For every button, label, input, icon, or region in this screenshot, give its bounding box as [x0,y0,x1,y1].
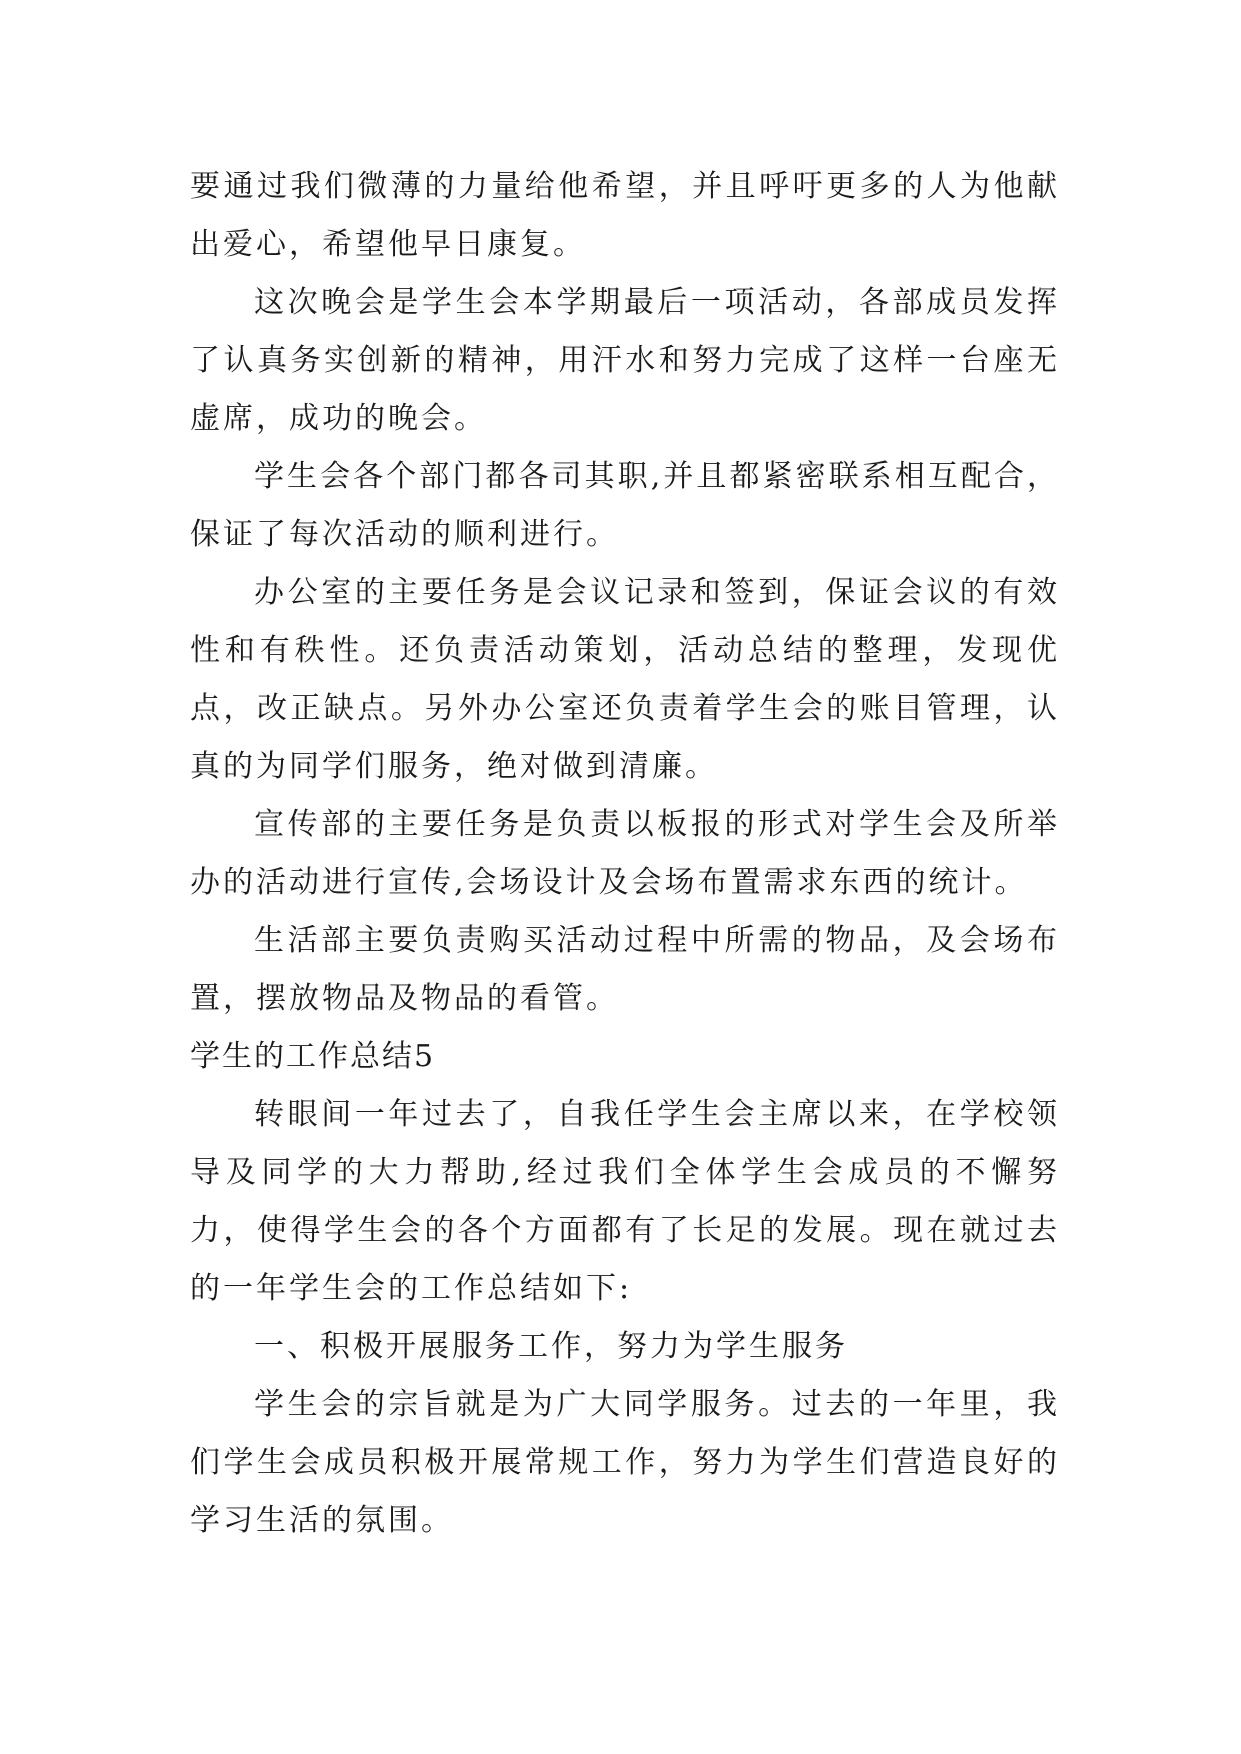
paragraph-subheading-service: 一、积极开展服务工作，努力为学生服务 [254,1329,848,1364]
paragraph-continuation: 要通过我们微薄的力量给他希望，并且呼吁更多的人为他献出爱心，希望他早日康复。 [190,169,1060,262]
paragraph-life-department: 生活部主要负责购买活动过程中所需的物品，及会场布置，摆放物品及物品的看管。 [190,923,1060,1016]
paragraph-departments: 学生会各个部门都各司其职,并且都紧密联系相互配合，保证了每次活动的顺利进行。 [190,459,1060,552]
paragraph-office: 办公室的主要任务是会议记录和签到，保证会议的有效性和有秩性。还负责活动策划，活动总结的整理，发现优点，改正缺点。另外办公室还负责着学生会的账目管理，认真的为同学们服务，绝对做到清廉。 [190,575,1060,784]
document-body [190,158,1060,1550]
paragraph-publicity: 宣传部的主要任务是负责以板报的形式对学生会及所举办的活动进行宣传,会场设计及会场布置需求东西的统计。 [190,807,1060,900]
paragraph-evening-party: 这次晚会是学生会本学期最后一项活动，各部成员发挥了认真务实创新的精神，用汗水和努力完成了这样一台座无虚席，成功的晚会。 [190,285,1060,436]
section-heading: 学生的工作总结5 [190,1039,436,1074]
paragraph-year-review: 转眼间一年过去了，自我任学生会主席以来，在学校领导及同学的大力帮助,经过我们全体学生会成员的不懈努力，使得学生会的各个方面都有了长足的发展。现在就过去的一年学生会的工作总结如下: [190,1097,1060,1306]
paragraph-purpose: 学生会的宗旨就是为广大同学服务。过去的一年里，我们学生会成员积极开展常规工作，努力为学生们营造良好的学习生活的氛围。 [190,1387,1060,1538]
